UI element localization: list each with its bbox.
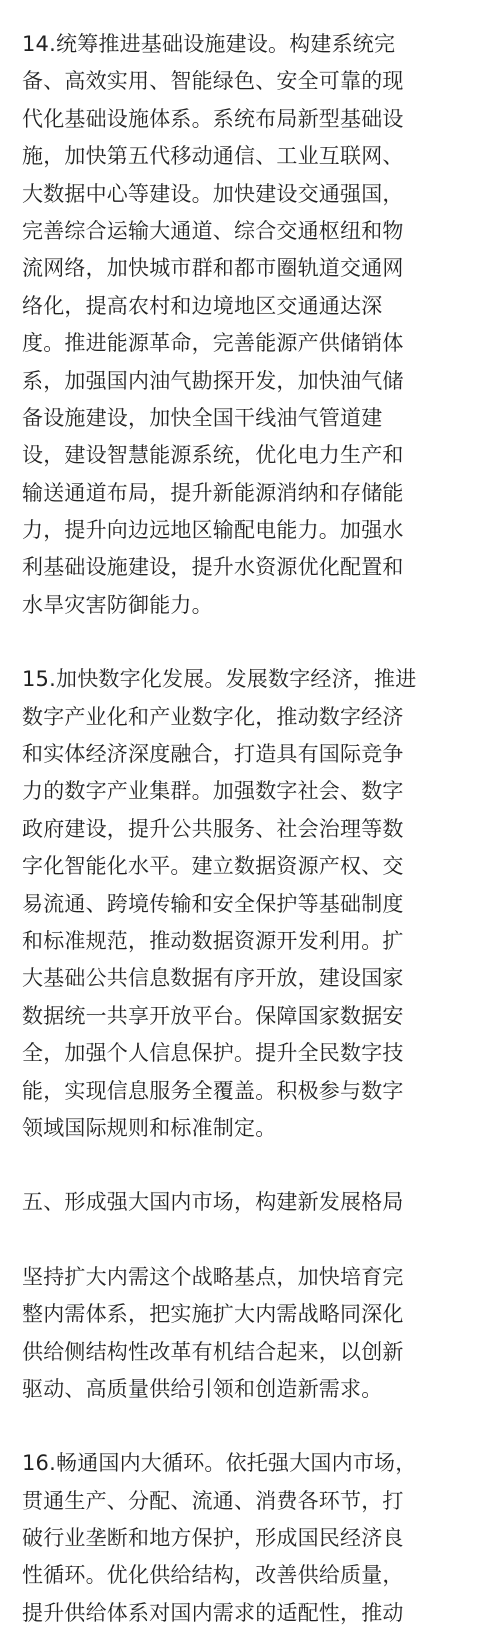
text-line: 和实体经济深度融合，打造具有国际竞争 xyxy=(22,742,404,767)
text-line: 数字产业化和产业数字化，推动数字经济 xyxy=(22,704,404,729)
text-line: 14.统筹推进基础设施建设。构建系统完 xyxy=(22,32,396,56)
paragraph-item-14 xyxy=(22,26,462,624)
text-line: 度。推进能源革命，完善能源产供储销体 xyxy=(22,331,404,356)
text-line: 能，实现信息服务全覆盖。积极参与数字 xyxy=(22,1078,404,1103)
text-line: 水旱灾害防御能力。 xyxy=(22,592,213,617)
text-line: 流网络，加快城市群和都市圈轨道交通网 xyxy=(22,256,404,281)
text-line: 大数据中心等建设。加快建设交通强国， xyxy=(22,181,404,206)
text-line: 输送通道布局，提升新能源消纳和存储能 xyxy=(22,480,404,505)
text-line: 15.加快数字化发展。发展数字经济，推进 xyxy=(22,667,417,692)
text-line: 备、高效实用、智能绿色、安全可靠的现 xyxy=(22,69,404,94)
text-line: 完善综合运输大通道、综合交通枢纽和物 xyxy=(22,218,404,243)
section-heading xyxy=(22,1184,462,1221)
text-line: 整内需体系，把实施扩大内需战略同深化 xyxy=(22,1302,404,1327)
text-line: 络化，提高农村和边境地区交通通达深 xyxy=(22,293,383,318)
text-line: 力，提升向边远地区输配电能力。加强水 xyxy=(22,518,404,543)
text-line: 易流通、跨境传输和安全保护等基础制度 xyxy=(22,891,404,916)
text-line: 施，加快第五代移动通信、工业互联网、 xyxy=(22,144,404,169)
text-line: 力的数字产业集群。加强数字社会、数字 xyxy=(22,779,404,804)
section-intro-paragraph xyxy=(22,1259,462,1409)
text-line: 利基础设施建设，提升水资源优化配置和 xyxy=(22,555,404,580)
text-line: 大基础公共信息数据有序开放，建设国家 xyxy=(22,966,404,991)
text-line: 设，建设智慧能源系统，优化电力生产和 xyxy=(22,443,404,468)
text-line: 坚持扩大内需这个战略基点，加快培育完 xyxy=(22,1264,404,1289)
text-line: 贯通生产、分配、流通、消费各环节，打 xyxy=(22,1488,404,1513)
text-line: 供给侧结构性改革有机结合起来，以创新 xyxy=(22,1339,404,1364)
article-body xyxy=(22,26,462,1632)
text-line: 16.畅通国内大循环。依托强大国内市场， xyxy=(22,1451,417,1476)
text-line: 政府建设，提升公共服务、社会治理等数 xyxy=(22,816,404,841)
text-line: 领域国际规则和标准制定。 xyxy=(22,1115,277,1140)
text-line: 备设施建设，加快全国干线油气管道建 xyxy=(22,405,383,430)
text-line: 性循环。优化供给结构，改善供给质量， xyxy=(22,1563,404,1588)
text-line: 和标准规范，推动数据资源开发利用。扩 xyxy=(22,928,404,953)
text-line: 破行业垄断和地方保护，形成国民经济良 xyxy=(22,1526,404,1551)
text-line: 字化智能化水平。建立数据资源产权、交 xyxy=(22,854,404,879)
paragraph-item-16 xyxy=(22,1445,462,1632)
text-line: 提升供给体系对国内需求的适配性，推动 xyxy=(22,1600,404,1625)
text-line: 系，加强国内油气勘探开发，加快油气储 xyxy=(22,368,404,393)
text-line: 数据统一共享开放平台。保障国家数据安 xyxy=(22,1003,404,1028)
section-heading-text: 五、形成强大国内市场，构建新发展格局 xyxy=(22,1190,404,1215)
text-line: 代化基础设施体系。系统布局新型基础设 xyxy=(22,106,404,131)
text-line: 驱动、高质量供给引领和创造新需求。 xyxy=(22,1376,383,1401)
text-line: 全，加强个人信息保护。提升全民数字技 xyxy=(22,1041,404,1066)
paragraph-item-15 xyxy=(22,661,462,1147)
